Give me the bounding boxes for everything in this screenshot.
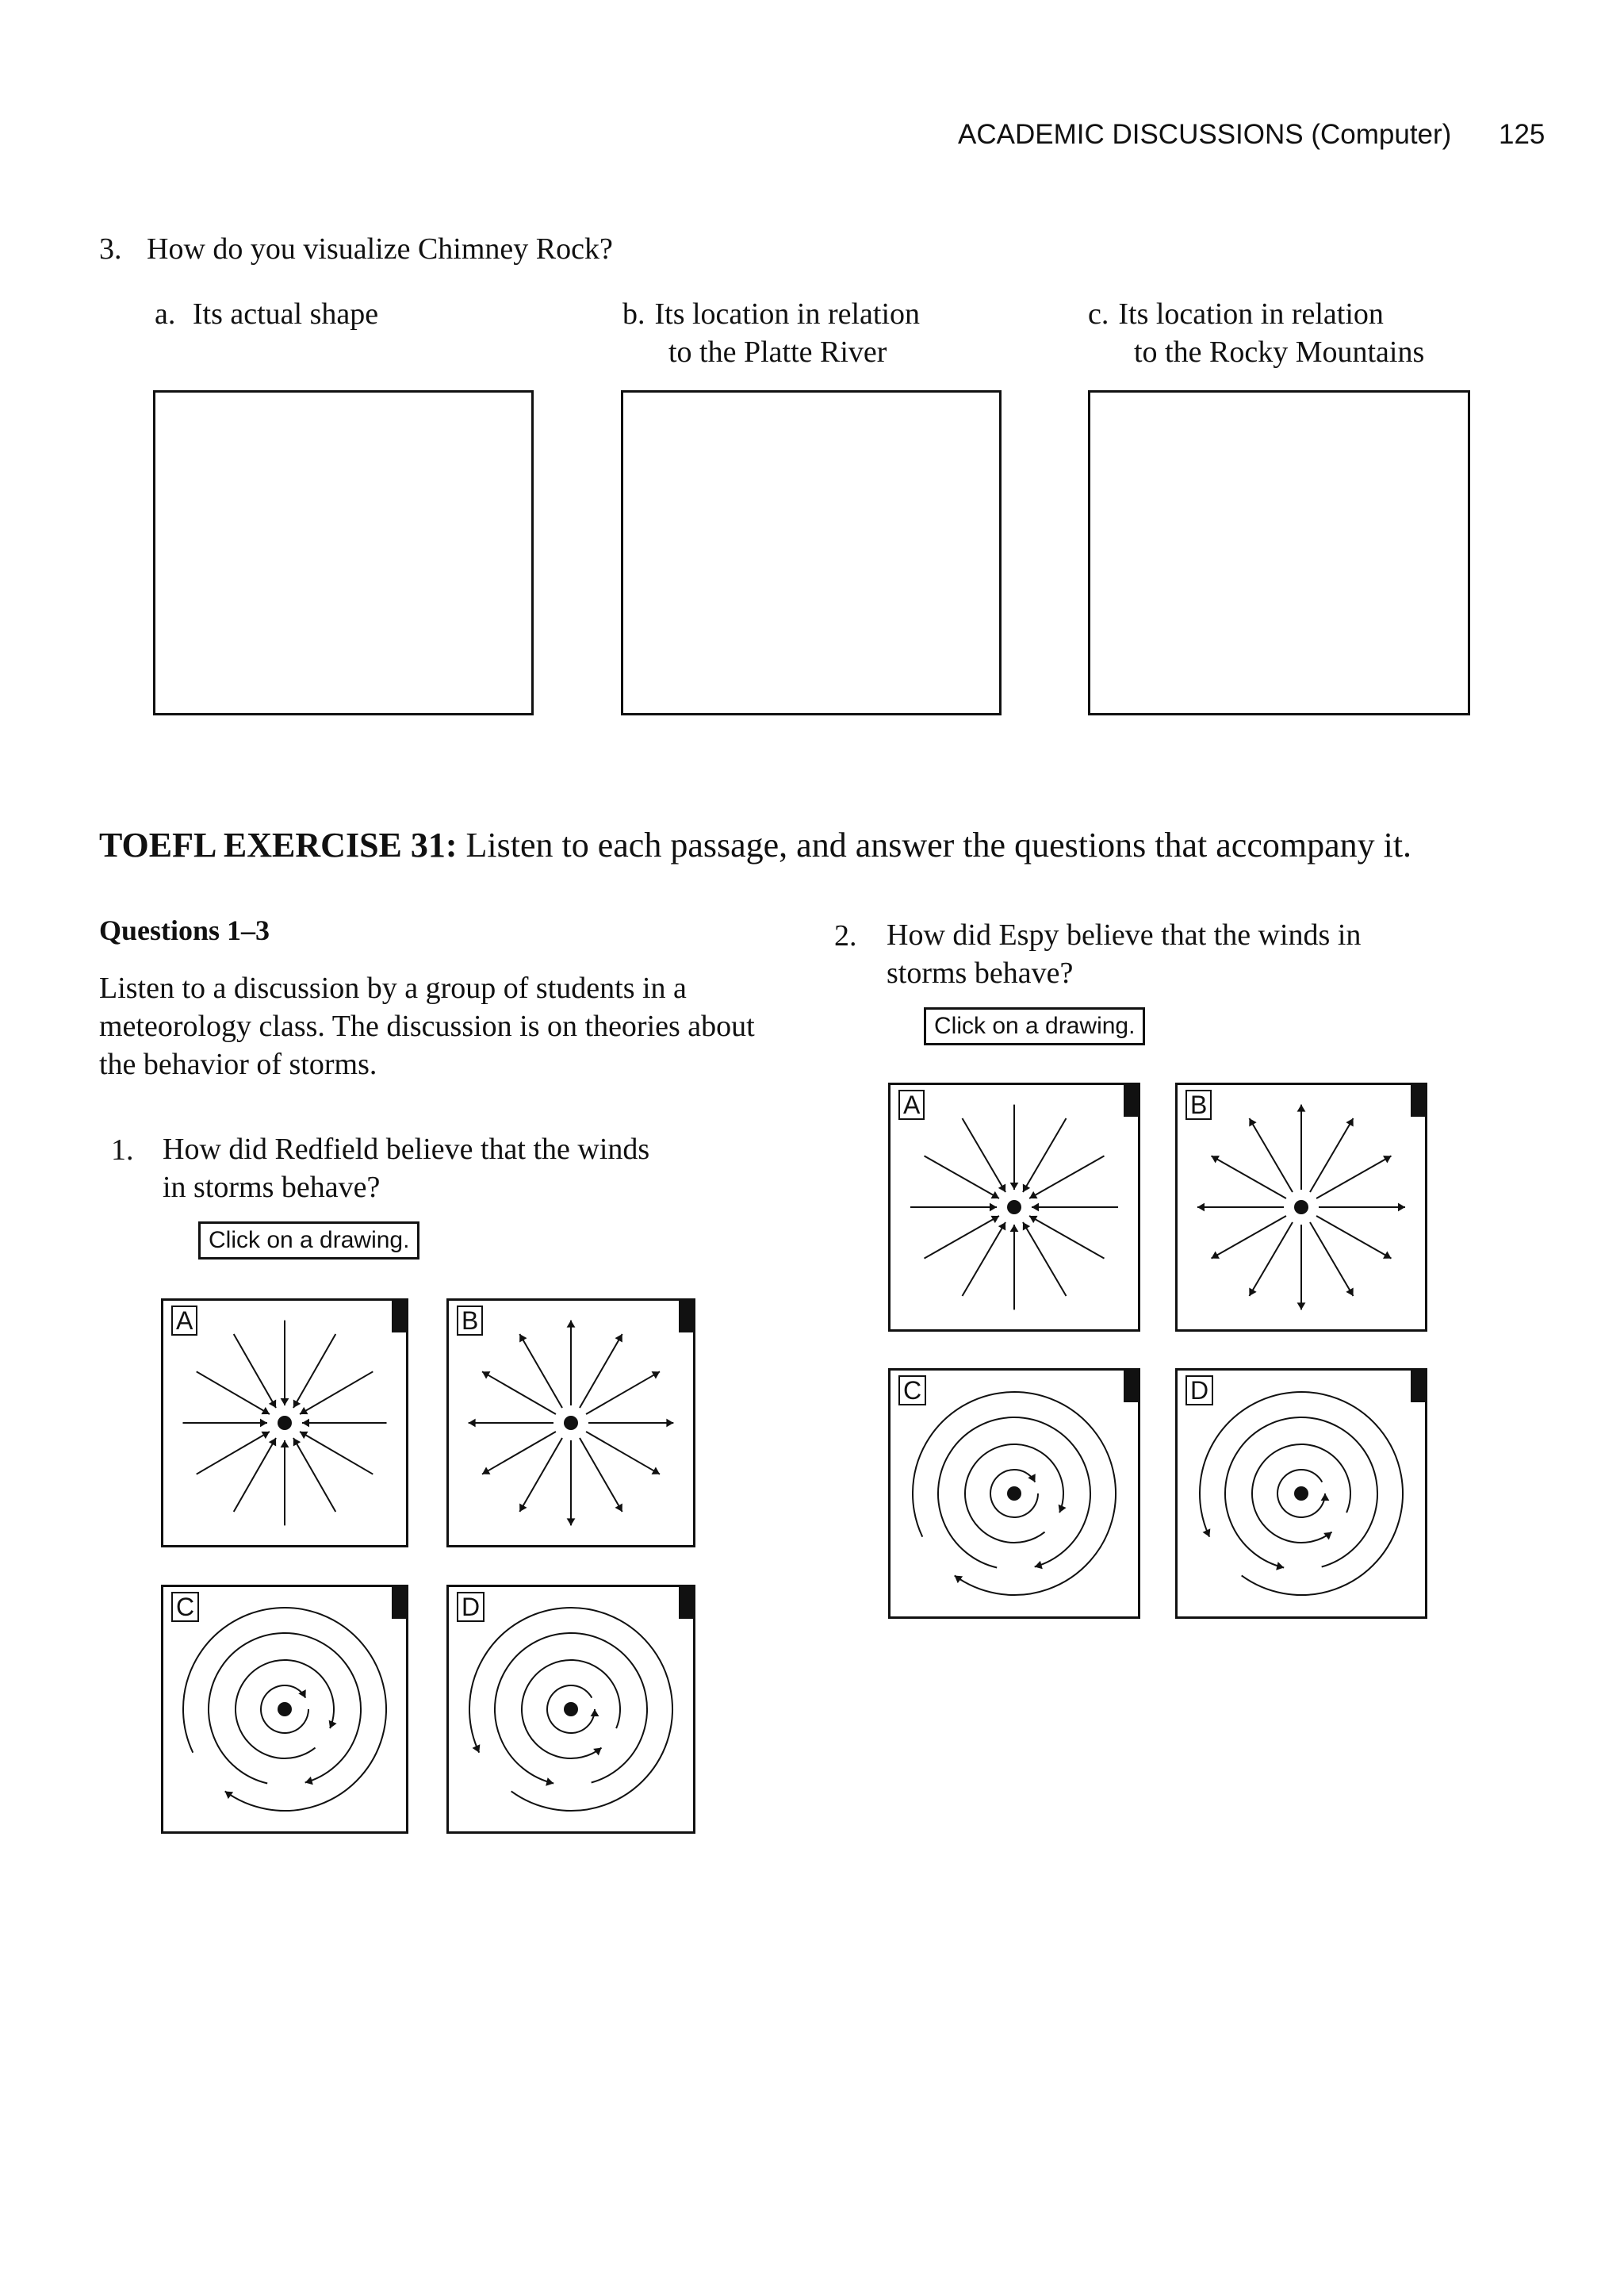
arrow-head xyxy=(1032,1203,1039,1212)
running-header: ACADEMIC DISCUSSIONS (Computer) xyxy=(958,119,1452,150)
arrow-head xyxy=(1010,1225,1019,1232)
question-1-line1: How did Redfield believe that the winds xyxy=(163,1133,650,1166)
arrow-head xyxy=(1297,1302,1306,1309)
arrow-head xyxy=(666,1419,673,1428)
option-a xyxy=(155,295,378,333)
drawing-letter-label: A xyxy=(898,1090,925,1120)
scan-artifact xyxy=(392,1301,406,1332)
question-2-number: 2. xyxy=(834,919,857,953)
arrow-head xyxy=(567,1321,576,1328)
storm-center-dot xyxy=(1007,1200,1021,1214)
q1-drawing-b[interactable] xyxy=(446,1298,695,1547)
wind-diagram-icon xyxy=(449,1587,693,1831)
q2-drawing-c[interactable] xyxy=(888,1368,1140,1619)
scan-artifact xyxy=(1411,1085,1425,1117)
storm-center-dot xyxy=(1294,1200,1308,1214)
q2-drawing-b[interactable] xyxy=(1175,1083,1427,1332)
storm-center-dot xyxy=(564,1416,578,1430)
answer-box-a[interactable] xyxy=(153,390,534,715)
q1-drawing-c[interactable] xyxy=(161,1585,408,1834)
storm-center-dot xyxy=(1007,1486,1021,1501)
arrow-head xyxy=(302,1419,309,1428)
q1-drawing-a[interactable] xyxy=(161,1298,408,1547)
option-c-letter: c. xyxy=(1088,297,1109,331)
arrow-head xyxy=(1010,1183,1019,1190)
option-b-letter: b. xyxy=(622,297,645,331)
arrow-head xyxy=(260,1419,267,1428)
arrow-head xyxy=(1297,1105,1306,1112)
wind-diagram-icon xyxy=(891,1085,1138,1329)
wind-diagram-icon xyxy=(163,1301,406,1545)
exercise-label: TOEFL EXERCISE 31: xyxy=(99,826,458,865)
passage-intro: Listen to a discussion by a group of students in a meteorology class. The discussion is on theories about the behavior of storms. xyxy=(99,972,755,1081)
storm-center-dot xyxy=(278,1702,292,1716)
drawing-letter-label: A xyxy=(171,1306,197,1336)
storm-center-dot xyxy=(1294,1486,1308,1501)
scan-artifact xyxy=(1124,1085,1138,1117)
question-1-line2: in storms behave? xyxy=(163,1171,381,1204)
wind-diagram-icon xyxy=(163,1587,406,1831)
option-a-text: Its actual shape xyxy=(192,297,379,331)
question-2-line2: storms behave? xyxy=(887,957,1074,990)
option-a-letter: a. xyxy=(155,297,176,331)
answer-box-b[interactable] xyxy=(621,390,1002,715)
arrow-head xyxy=(469,1419,476,1428)
exercise-heading xyxy=(99,825,1411,865)
option-c-text-line2: to the Rocky Mountains xyxy=(1134,335,1425,369)
question-1-text xyxy=(163,1130,649,1206)
q1-drawing-d[interactable] xyxy=(446,1585,695,1834)
wind-diagram-icon xyxy=(1178,1371,1425,1616)
arrow-head xyxy=(1321,1493,1330,1501)
option-b xyxy=(622,295,920,371)
question-3-number: 3. xyxy=(99,232,122,266)
arrow-head xyxy=(281,1398,289,1405)
scan-artifact xyxy=(1411,1371,1425,1402)
arrow-head xyxy=(591,1709,599,1716)
wind-diagram-icon xyxy=(1178,1085,1425,1329)
exercise-instruction: Listen to each passage, and answer the questions that accompany it. xyxy=(465,826,1412,865)
drawing-letter-label: C xyxy=(898,1375,926,1405)
questions-range: Questions 1–3 xyxy=(99,914,270,946)
question-1-number: 1. xyxy=(111,1133,134,1167)
arrow-head xyxy=(281,1440,289,1447)
drawing-letter-label: C xyxy=(171,1592,199,1622)
click-on-drawing-button-1[interactable]: Click on a drawing. xyxy=(198,1221,419,1260)
q2-drawing-d[interactable] xyxy=(1175,1368,1427,1619)
scan-artifact xyxy=(679,1587,693,1619)
q2-drawing-a[interactable] xyxy=(888,1083,1140,1332)
arrow-head xyxy=(990,1203,997,1212)
wind-diagram-icon xyxy=(891,1371,1138,1616)
drawing-letter-label: B xyxy=(1185,1090,1212,1120)
drawing-letter-label: B xyxy=(457,1306,483,1336)
option-b-text-line2: to the Platte River xyxy=(668,335,887,369)
scan-artifact xyxy=(1124,1371,1138,1402)
arrow-head xyxy=(1398,1203,1405,1212)
question-2-text xyxy=(887,916,1361,992)
drawing-letter-label: D xyxy=(1185,1375,1213,1405)
arrow-head xyxy=(546,1777,553,1786)
scan-artifact xyxy=(392,1587,406,1619)
scan-artifact xyxy=(679,1301,693,1332)
page-number: 125 xyxy=(1499,119,1545,150)
arrow-head xyxy=(305,1777,313,1785)
storm-center-dot xyxy=(564,1702,578,1716)
storm-center-dot xyxy=(278,1416,292,1430)
question-3-stem: How do you visualize Chimney Rock? xyxy=(147,232,613,266)
option-c-text-line1: Its location in relation xyxy=(1118,297,1384,331)
option-b-text-line1: Its location in relation xyxy=(654,297,921,331)
click-on-drawing-button-2[interactable]: Click on a drawing. xyxy=(924,1007,1145,1045)
arrow-head xyxy=(1276,1562,1284,1570)
wind-diagram-icon xyxy=(449,1301,693,1545)
arrow-head xyxy=(1035,1561,1043,1569)
question-3 xyxy=(99,232,613,266)
answer-box-c[interactable] xyxy=(1088,390,1470,715)
arrow-head xyxy=(1197,1203,1205,1212)
arrow-head xyxy=(567,1518,576,1525)
question-2-line1: How did Espy believe that the winds in xyxy=(887,918,1362,952)
option-c xyxy=(1088,295,1424,371)
drawing-letter-label: D xyxy=(457,1592,485,1622)
